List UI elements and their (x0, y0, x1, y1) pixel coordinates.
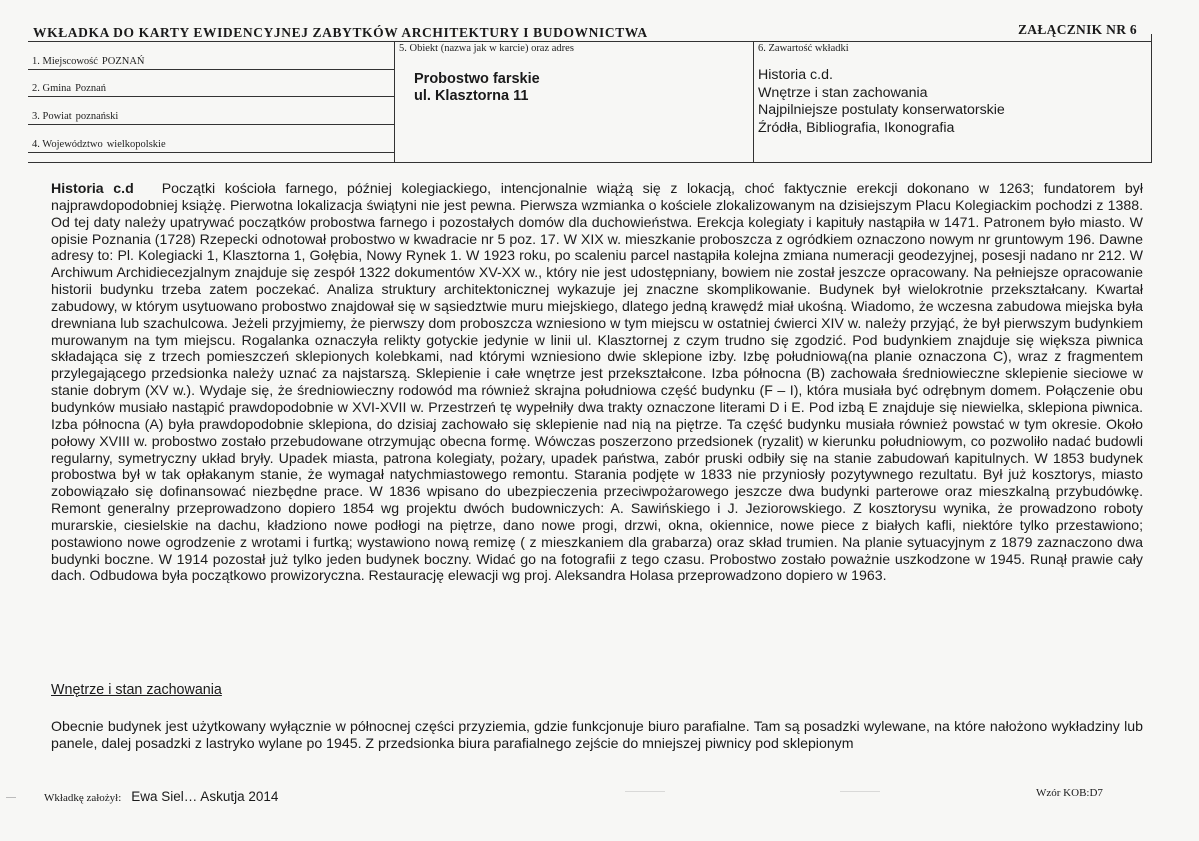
scan-mark (6, 797, 16, 798)
field-contents-label: 6. Zawartość wkładki (758, 43, 849, 54)
history-heading: Historia c.d (51, 180, 134, 196)
row-line-2 (28, 96, 394, 97)
field-town-label: 1. Miejscowość (32, 56, 98, 67)
row-line-4 (28, 152, 394, 153)
contents-item-sources: Źródła, Bibliografia, Ikonografia (758, 120, 955, 136)
object-name: Probostwo farskie (414, 71, 540, 87)
table-top-border (28, 41, 1152, 42)
scan-mark (840, 791, 880, 792)
field-town (32, 56, 145, 67)
field-county-value: poznański (75, 111, 119, 122)
field-object-label: 5. Obiekt (nazwa jak w karcie) oraz adres (399, 43, 574, 54)
attachment-number: ZAŁĄCZNIK NR 6 (1018, 22, 1137, 37)
interior-text: Obecnie budynek jest użytkowany wyłącznie w północnej części przyziemia, gdzie funkcjonuje biuro parafialne. Tam są posadzki wylewane, na które nałożono wykładziny lub panele, dalej posadzki z lastryko wylane po 1945. Z przedsionka biura parafialnego zejście do mniejszej piwnicy pod sklepionym (51, 718, 1143, 751)
field-commune (32, 83, 106, 94)
history-section (51, 180, 1143, 584)
contents-item-history: Historia c.d. (758, 67, 833, 83)
field-commune-label: 2. Gmina (32, 83, 72, 94)
scan-mark (625, 791, 665, 792)
header-title: WKŁADKA DO KARTY EWIDENCYJNEJ ZABYTKÓW ARCHITEKTURY I BUDOWNICTWA (33, 25, 648, 40)
row-line-1 (28, 69, 394, 70)
field-county (32, 111, 118, 122)
field-voivodeship (32, 139, 166, 150)
field-county-label: 3. Powiat (32, 111, 72, 122)
footer-author (44, 789, 278, 804)
footer-author-label: Wkładkę założył: (44, 792, 122, 804)
field-voivodeship-value: wielkopolskie (106, 139, 166, 150)
field-voivodeship-label: 4. Województwo (32, 139, 103, 150)
table-bottom-border (28, 162, 1152, 163)
field-commune-value: Poznań (75, 83, 106, 94)
footer-author-value: Ewa Siel… Askutja 2014 (131, 789, 279, 804)
object-address: ul. Klasztorna 11 (414, 88, 529, 104)
field-town-value: POZNAŃ (101, 56, 145, 67)
table-divider-left (394, 41, 395, 162)
contents-item-postulates: Najpilniejsze postulaty konserwatorskie (758, 102, 1005, 118)
contents-item-interior: Wnętrze i stan zachowania (758, 85, 928, 101)
interior-heading: Wnętrze i stan zachowania (51, 682, 222, 698)
table-right-border (1151, 34, 1152, 162)
footer-template: Wzór KOB:D7 (1036, 787, 1103, 799)
history-text: Początki kościoła farnego, później kolegiackiego, intencjonalnie wiążą się z lokacją, choć faktycznie erekcji dokonano w 1263; fundatorem był najprawdopodobniej książę. Pierwotna lokalizacja świątyni nie jest pewna. Pierwsza wzmianka o kościele zlokalizowanym na dzisiejszym Placu Kolegiackim pochodzi z 1388. Od tej daty należy upatrywać początków probostwa farnego i pozostałych domów dla duchowieństwa. Erekcja kolegiaty i kapituły nastąpiła w 1471. Patronem było miasto. W opisie Poznania (1728) Rzepecki odnotował probostwo w kwadracie nr 5 poz. 17. W XIX w. mieszkanie proboszcza z ogródkiem oznaczono nowym nr gruntowym 196. Dawne adresy to: Pl. Kolegiacki 1, Klasztorna 1, Gołębia, Nowy Rynek 1. W 1923 roku, po scaleniu parcel nastąpiła kolejna zmiana numeracji geodezyjnej, posesji nadano nr 212. W Archiwum Archidiecezjalnym znajduje się zespół 1322 dokumentów XV-XX w., który nie jest udostępniany, bowiem nie został jeszcze opracowany. Na pełniejsze opracowanie historii budynku trzeba zatem poczekać. Analiza struktury architektonicznej wykazuje jej znaczne skomplikowanie. Budynek był wielokrotnie przekształcany. Kwartał zabudowy, w którym usytuowano probostwo znajdował się w sąsiedztwie muru miejskiego, dlatego jedną krawędź miał ukośną. Wiadomo, że wczesna zabudowa miejska była drewniana lub szachulcowa. Jeżeli przyjmiemy, że pierwszy dom proboszcza wzniesiono w tym miejscu w ostatniej ćwierci XIV w. należy przyjąć, że był pierwszym budynkiem murowanym na tym miejscu. Rogalanka oznaczyła relikty gotyckie jedynie w linii ul. Klasztornej z czym trudno się zgodzić. Pod budynkiem znajduje się większa piwnica składająca się z trzech pomieszczeń sklepionych kolebkami, nad którymi wzniesiono dwie sklepione izby. Izbę południową(na planie oznaczona C), wraz z fragmentem przylegającego przedsionka należy uznać za najstarszą. Sklepienie i całe wnętrze jest przekształcone. Izba północna (B) zachowała średniowieczne sklepienie sieciowe w stanie dobrym (XV w.). Wydaje się, że średniowieczny rodowód ma również skrajna południowa część budynku (F – I), która musiała być odrębnym domem. Połączenie obu budynków musiało nastąpić prawdopodobnie w XVI-XVII w. Przestrzeń tę wypełniły dwa trakty oznaczone literami D i E. Pod izbą E znajduje się niewielka, sklepiona piwnica. Izba północna (A) była prawdopodobnie sklepiona, do dzisiaj zachowało się sklepienie nad nią na piętrze. Ta część budynku musiała również powstać w tym okresie. Około połowy XVIII w. probostwo zostało przebudowane otrzymując obecna formę. Wówczas poszerzono przedsionek (ryzalit) w kierunku południowym, co pozwoliło nadać budowli regularny, symetryczny układ bryły. Upadek miasta, patrona kolegiaty, pożary, upadek państwa, zabór pruski odbiły się na stanie zabudowań kapitulnych. W 1853 budynek probostwa był w tak opłakanym stanie, że wymagał natychmiastowego remontu. Starania podjęte w 1833 nie przyniosły pozytywnego rezultatu. Był już kosztorys, miasto zobowiązało się dofinansować niezbędne prace. W 1836 wpisano do ubezpieczenia przeciwpożarowego jeszcze dwa budynki parterowe oraz mieszkalną przybudówkę. Remont generalny przeprowadzono dopiero 1854 wg projektu dwóch budowniczych: A. Sawińskiego i J. Jeziorowskiego. Z kosztorysu wynika, że prowadzono roboty murarskie, ciesielskie na dachu, kładziono nowe podłogi na piętrze, dano nowe progi, drzwi, okna, okiennice, nowe piece z białych kafli, niektóre tylko przestawiono; postawiono nowe ogrodzenie z wrotami i furtką; wystawiono nową remizę ( z mieszkaniem dla grabarza) oraz skład trumien. Na planie sytuacyjnym z 1879 zaznaczono dwa budynki boczne. W 1914 pozostał już tylko jeden budynek boczny. Widać go na fotografii z tego czasu. Probostwo zostało poważnie uszkodzone w 1945. Runął prawie cały dach. Odbudowa była początkowo prowizoryczna. Restaurację elewacji wg proj. Aleksandra Holasa przeprowadzono dopiero w 1963. (51, 180, 1143, 584)
table-divider-right (753, 41, 754, 162)
row-line-3 (28, 124, 394, 125)
